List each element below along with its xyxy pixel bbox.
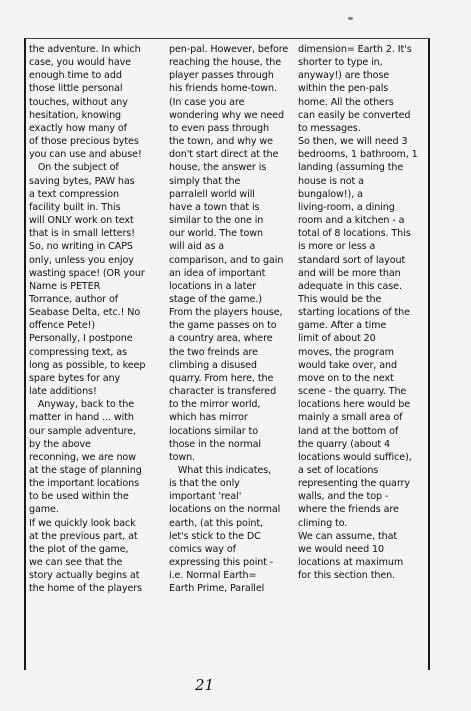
text-line: (In case you are — [169, 96, 245, 108]
text-line: i.e. Normal Earth= — [169, 570, 257, 582]
text-line: player passes through — [169, 70, 274, 82]
text-line: representing the quarry — [298, 478, 410, 490]
page-number: 21 — [195, 676, 215, 694]
text-line: living-room, a dining — [298, 201, 395, 213]
text-line: locations on the normal — [169, 504, 281, 516]
text-line: anyway!) are those — [298, 70, 390, 82]
text-line: What this indicates, — [169, 465, 272, 476]
text-line: locations here would be — [298, 399, 411, 411]
text-line: to the mirror world, — [169, 399, 261, 411]
text-line: have a town that is — [169, 201, 260, 213]
text-line: the home of the players — [29, 583, 142, 595]
text-line: similar to the one in — [169, 215, 264, 227]
text-line: home. All the others — [298, 96, 394, 108]
text-line: game. — [29, 504, 59, 516]
text-line: those in the normal — [169, 438, 261, 450]
text-line: locations at maximum — [298, 557, 404, 569]
text-line: we would need 10 — [298, 543, 385, 555]
text-line: the important locations — [29, 478, 140, 490]
text-line: expressing this point - — [169, 557, 274, 569]
text-line: town. — [169, 451, 196, 463]
text-line: only, unless you enjoy — [29, 254, 134, 266]
text-line: earth, (at this point, — [169, 517, 263, 529]
text-line: by the above — [29, 438, 91, 450]
text-line: saving bytes, PAW has — [29, 175, 135, 187]
text-line: parralell world will — [169, 188, 255, 200]
text-line: limit of about 20 — [298, 333, 376, 345]
text-line: locations similar to — [169, 425, 258, 437]
text-line: the quarry (about 4 — [298, 438, 390, 450]
text-line: compressing text, as — [29, 346, 128, 358]
text-line: climing to. — [298, 517, 348, 529]
text-line: reaching the house, the — [169, 57, 282, 69]
text-line: dimension= Earth 2. It's — [298, 44, 412, 55]
text-line: This would be the — [298, 293, 382, 305]
text-line: We can assume, that — [298, 530, 398, 542]
text-line: the two freinds are — [169, 346, 258, 358]
text-line: is more or less a — [298, 241, 376, 253]
text-line: total of 8 locations. This — [298, 228, 411, 240]
text-line: will ONLY work on text — [29, 215, 134, 227]
text-line: stage of the game.) — [169, 293, 262, 305]
text-line: Name is PETER — [29, 280, 101, 292]
text-line: Seabase Delta, etc.! No — [29, 307, 141, 319]
text-line: can easily be converted — [298, 109, 411, 121]
text-line: offence Pete!) — [29, 320, 96, 332]
text-line: matter in hand ... with — [29, 412, 134, 424]
text-line: Personally, I postpone — [29, 333, 133, 345]
text-line: house, the answer is — [169, 162, 267, 174]
text-line: important 'real' — [169, 491, 242, 503]
text-line: the adventure. In which — [29, 44, 141, 55]
text-line: you can use and abuse! — [29, 149, 142, 161]
text-line: Anyway, back to the — [29, 399, 135, 411]
text-line: comparison, and to gain — [169, 254, 284, 266]
text-line: land at the bottom of — [298, 425, 399, 437]
text-line: locations would suffice), — [298, 451, 412, 463]
text-line: starting locations of the — [298, 307, 410, 319]
text-line: within the pen-pals — [298, 83, 389, 95]
text-line: On the subject of — [29, 162, 119, 174]
text-line: exactly how many of — [29, 122, 127, 134]
text-line: to even pass through — [169, 122, 270, 134]
text-line: landing (assuming the — [298, 162, 404, 174]
text-line: hesitation, knowing — [29, 109, 122, 121]
text-line: wasting space! (OR your — [29, 267, 145, 279]
text-line: From the players house, — [169, 307, 283, 319]
text-line: the plot of the game, — [29, 543, 129, 555]
text-line: simply that the — [169, 175, 241, 187]
text-line: enough time to add — [29, 70, 122, 82]
text-line: house is not a — [298, 175, 364, 187]
text-line: at the previous part, at — [29, 530, 138, 542]
text-line: reconning, we are now — [29, 451, 136, 463]
text-line: an idea of important — [169, 267, 266, 279]
text-line: pen-pal. However, before — [169, 44, 289, 55]
text-column-2 — [169, 43, 299, 596]
text-line: the game passes on to — [169, 320, 277, 332]
text-line: climbing a disused — [169, 359, 257, 371]
text-line: for this section then. — [298, 570, 396, 582]
text-line: at the stage of planning — [29, 465, 142, 476]
text-line: a text compression — [29, 188, 119, 200]
text-line: scene - the quarry. The — [298, 386, 407, 398]
scan-speck — [348, 17, 353, 20]
text-line: a set of locations — [298, 465, 379, 476]
text-line: Earth Prime, Parallel — [169, 583, 265, 595]
text-line: shorter to type in, — [298, 57, 383, 69]
text-line: our world. The town — [169, 228, 264, 240]
text-line: a country area, where — [169, 333, 273, 345]
text-line: room and a kitchen - a — [298, 215, 405, 227]
text-line: wondering why we need — [169, 109, 284, 121]
text-line: those little personal — [29, 83, 123, 95]
text-line: late additions! — [29, 386, 97, 398]
text-line: would take over, and — [298, 359, 397, 371]
text-line: spare bytes for any — [29, 372, 121, 384]
text-line: game. After a time — [298, 320, 387, 332]
text-column-3 — [298, 43, 428, 582]
text-line: long as possible, to keep — [29, 359, 146, 371]
text-line: So then, we will need 3 — [298, 136, 408, 148]
text-line: comics way of — [169, 543, 236, 555]
text-line: touches, without any — [29, 96, 128, 108]
text-line: Torrance, author of — [29, 293, 119, 305]
text-line: will aid as a — [169, 241, 225, 253]
text-line: to be used within the — [29, 491, 129, 503]
text-line: case, you would have — [29, 57, 131, 69]
text-line: walls, and the top - — [298, 491, 389, 503]
text-line: of those precious bytes — [29, 136, 139, 148]
text-column-1 — [29, 43, 164, 596]
text-line: his friends home-town. — [169, 83, 277, 95]
text-line: move on to the next — [298, 372, 394, 384]
text-line: is that the only — [169, 478, 240, 490]
text-line: which has mirror — [169, 412, 248, 424]
text-line: and will be more than — [298, 267, 401, 279]
text-line: standard sort of layout — [298, 254, 406, 266]
text-line: where the friends are — [298, 504, 399, 516]
text-line: If we quickly look back — [29, 517, 136, 529]
text-line: moves, the program — [298, 346, 394, 358]
text-line: mainly a small area of — [298, 412, 403, 424]
text-line: character is transfered — [169, 386, 277, 398]
text-line: adequate in this case. — [298, 280, 402, 292]
text-line: we can see that the — [29, 557, 123, 569]
text-line: our sample adventure, — [29, 425, 136, 437]
text-line: quarry. From here, the — [169, 372, 274, 384]
text-line: bungalow!), a — [298, 188, 363, 200]
text-line: locations in a later — [169, 280, 256, 292]
text-line: that is in small letters! — [29, 228, 135, 240]
text-line: let's stick to the DC — [169, 530, 261, 542]
text-line: bedrooms, 1 bathroom, 1 — [298, 149, 418, 161]
text-line: facility built in. This — [29, 201, 121, 213]
text-line: don't start direct at the — [169, 149, 279, 161]
text-line: story actually begins at — [29, 570, 140, 582]
text-line: to messages. — [298, 122, 361, 134]
text-line: the town, and why we — [169, 136, 273, 148]
text-line: So, no writing in CAPS — [29, 241, 133, 253]
